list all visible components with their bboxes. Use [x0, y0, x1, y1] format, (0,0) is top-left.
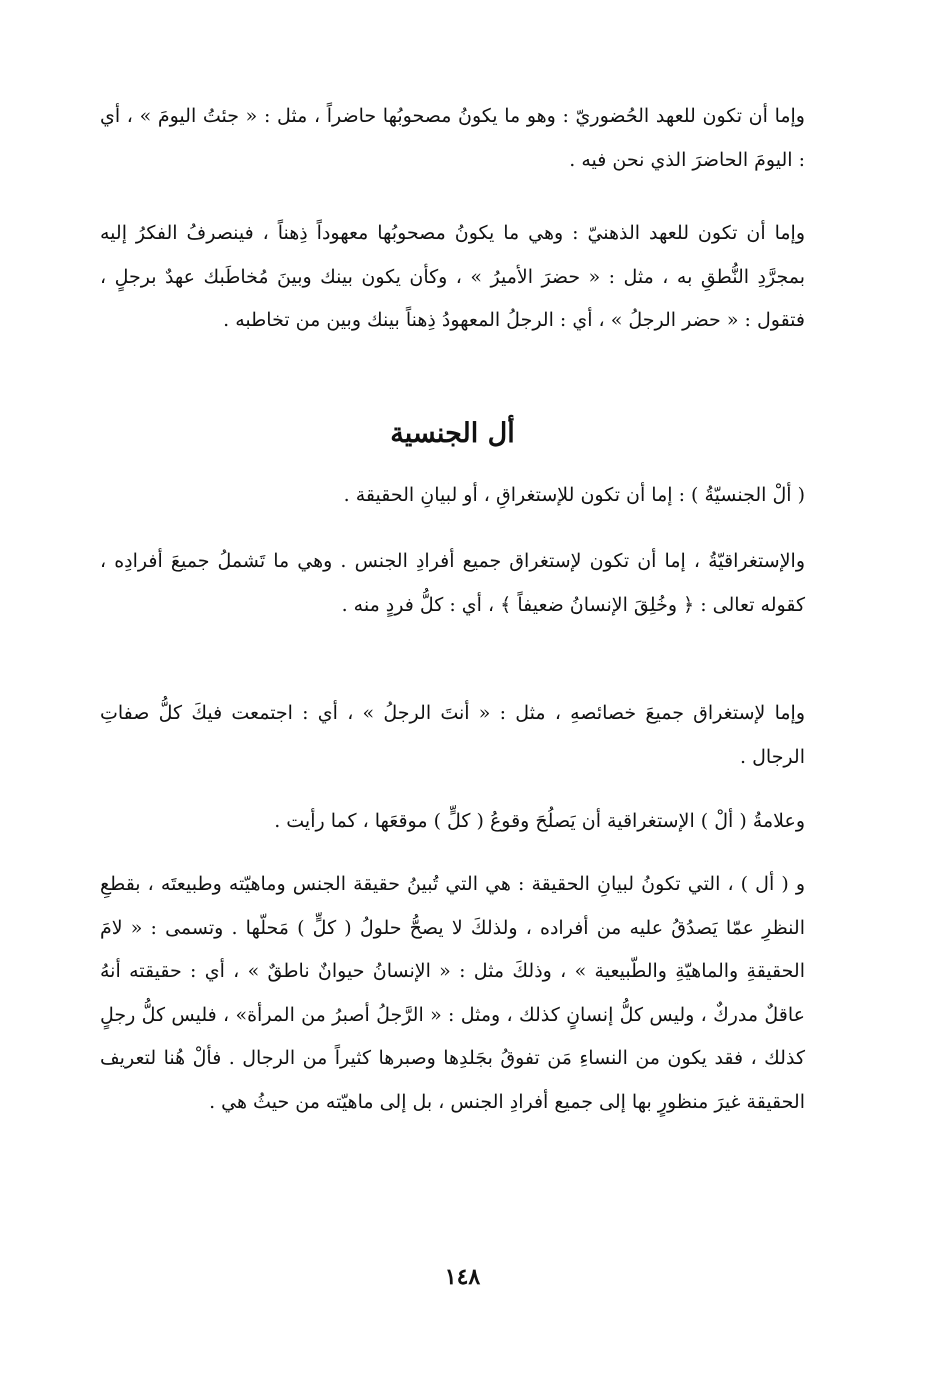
paragraph-al-jinsiyya-def: ( ألْ الجنسيّةُ ) : إما أن تكون للإستغراقِ ، أو لبيانِ الحقيقة .: [343, 484, 805, 506]
paragraph-istighraq-khasais: وإما لإستغراق جميعَ خصائصهِ ، مثل : « أنتَ الرجلُ » ، أي : اجتمعت فيكَ كلُّ صفاتِ الرجال .: [100, 702, 805, 768]
paragraph-alamat-istighraq: وعلامةُ ( ألْ ) الإستغراقية أن يَصلُحَ وقوعُ ( كلٍّ ) موقعَها ، كما رأيت .: [274, 810, 805, 832]
paragraph-istighraq-afrad: والإستغراقيّةُ ، إما أن تكون لإستغراق جميع أفرادِ الجنس . وهي ما تَشملُ جميعَ أفرادِه ، كقوله تعالى : ﴿ وخُلِقَ الإنسانُ ضعيفاً ﴾ ، أي : كلُّ فردٍ منه .: [100, 550, 805, 616]
paragraph-huduri: وإما أن تكون للعهد الحُضوريّ : وهو ما يكونُ مصحوبُها حاضراً ، مثل : « جئتُ اليومَ » ، أي : اليومَ الحاضرَ الذي نحن فيه .: [100, 105, 805, 171]
paragraph-bayan-haqiqa: و ( أل ) ، التي تكونُ لبيانِ الحقيقة : هي التي تُبينُ حقيقة الجنس وماهيّته وطبيعتَه ، بقطعِ النظرِ عمّا يَصدُقُ عليه من أفراده ، ولذلكَ لا يصحُّ حلولُ ( كلٍّ ) مَحلّها . وتسمى : « لامَ الحقيقةِ والماهيّةِ والطّبيعية » ، وذلكَ مثل : « الإنسانُ حيوانٌ ناطقٌ » ، أي : حقيقته أنهُ عاقلٌ مدركٌ ، وليس كلُّ إنسانٍ كذلك ، ومثل : « الرَّجلُ أصبرُ من المرأة» ، فليس كلُّ رجلٍ كذلك ، فقد يكون من النساءِ مَن تفوقُ بجَلدِها وصبرها كثيراً من الرجال . فألْ هُنا لتعريف الحقيقة غيرَ منظورٍ بها إلى جميع أفرادِ الجنس ، بل إلى ماهيّته من حيثُ هي .: [100, 873, 805, 1113]
section-title: أل الجنسية: [390, 418, 515, 449]
page-number: ١٤٨: [444, 1264, 481, 1290]
paragraph-dhihni: وإما أن تكون للعهد الذهنيّ : وهي ما يكونُ مصحوبُها معهوداً ذِهناً ، فينصرفُ الفكرُ إليه بمجرَّدِ النُّطقِ به ، مثل : « حضرَ الأميرُ » ، وكأن يكون بينك وبينَ مُخاطَبك عهدٌ برجلٍ ، فتقول : « حضر الرجلُ » ، أي : الرجلُ المعهودُ ذِهناً بينك وبين من تخاطبه .: [100, 222, 805, 331]
